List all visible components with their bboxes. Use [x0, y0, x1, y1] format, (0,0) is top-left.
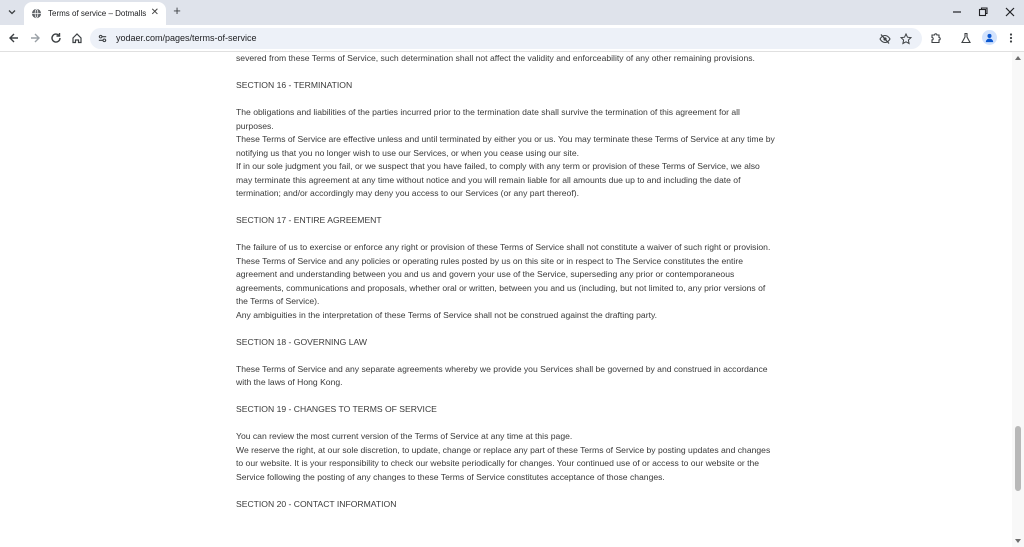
- tab-title: Terms of service – Dotmalls: [48, 9, 147, 18]
- forward-button[interactable]: [27, 30, 43, 46]
- section-17-paragraph: Any ambiguities in the interpretation of these Terms of Service shall not be construed against the drafting party.: [236, 309, 658, 320]
- section-19-paragraph: We reserve the right, at our sole discretion, to update, change or replace any part of these Terms of Service by posting updates and changes to our website. It is your responsibility to check our website periodically for changes. Your continued use of or access to our website or the Service following the posting of any changes to these Terms of Service constitutes acceptance of those changes.: [236, 444, 771, 482]
- tab-active[interactable]: [24, 2, 166, 25]
- section-17-paragraph: The failure of us to exercise or enforce any right or provision of these Terms of Service shall not constitute a waiver of such right or provision.: [236, 242, 771, 252]
- back-button[interactable]: [6, 30, 22, 46]
- tune-icon[interactable]: [96, 32, 108, 44]
- minimize-icon: [952, 7, 962, 17]
- url-text: yodaer.com/pages/terms-of-service: [116, 33, 257, 43]
- home-button[interactable]: [69, 30, 85, 46]
- puzzle-icon[interactable]: [928, 30, 944, 46]
- more-vert-icon[interactable]: [1003, 30, 1019, 46]
- eye-off-icon[interactable]: [878, 32, 891, 45]
- section-16-paragraph: If in our sole judgment you fail, or we suspect that you have failed, to comply with any term or provision of these Terms of Service, we also may terminate this agreement at any time without notice and you will remain liable for all amounts due up to and including the date of termination; and/or accordingly may deny you access to our Services (or any part thereof).: [236, 161, 760, 198]
- section-16-paragraph: These Terms of Service are effective unless and until terminated by either you or us. You may terminate these Terms of Service at any time by notifying us that you no longer wish to use our Services, or when you cease using our site.: [236, 134, 775, 158]
- tab-strip: [0, 0, 1024, 25]
- scrollbar[interactable]: [1012, 52, 1024, 547]
- terms-article: [236, 52, 776, 511]
- section-16-heading: SECTION 16 - TERMINATION: [236, 80, 353, 90]
- scroll-up-arrow[interactable]: [1015, 56, 1021, 60]
- scroll-down-arrow[interactable]: [1015, 539, 1021, 543]
- arrow-left-icon: [8, 32, 20, 44]
- plus-icon[interactable]: +: [173, 3, 181, 18]
- section-19-paragraph: You can review the most current version of the Terms of Service at any time at this page.: [236, 431, 573, 441]
- close-window-button[interactable]: [997, 3, 1023, 21]
- section-18-paragraph: These Terms of Service and any separate agreements whereby we provide you Services shall be governed by and construed in accordance with the laws of Hong Kong.: [236, 363, 768, 387]
- globe-icon: [30, 8, 42, 20]
- browser-toolbar: [0, 25, 1024, 52]
- section-15-tail: severed from these Terms of Service, such determination shall not affect the validity and enforceability of any other remaining provisions.: [236, 53, 755, 63]
- close-icon[interactable]: ✕: [150, 7, 159, 18]
- home-icon: [71, 32, 83, 44]
- restore-icon: [978, 7, 988, 17]
- restore-button[interactable]: [970, 3, 996, 21]
- reload-button[interactable]: [48, 30, 64, 46]
- minimize-button[interactable]: [944, 3, 970, 21]
- section-17-paragraph: These Terms of Service and any policies or operating rules posted by us on this site or in respect to The Service constitutes the entire agreement and understanding between you and us and govern your use of the Service, superseding any prior or contemporaneous agreements, communications and proposals, whether oral or written, between you and us (including, but not limited to, any prior versions of the Terms of Service).: [236, 255, 766, 306]
- section-20-heading: SECTION 20 - CONTACT INFORMATION: [236, 498, 397, 509]
- flask-icon[interactable]: [958, 30, 974, 46]
- scrollbar-thumb[interactable]: [1015, 426, 1021, 491]
- close-icon: [1005, 7, 1015, 17]
- section-17-heading: SECTION 17 - ENTIRE AGREEMENT: [236, 215, 382, 225]
- address-bar[interactable]: [90, 28, 922, 49]
- section-18-heading: SECTION 18 - GOVERNING LAW: [236, 336, 367, 347]
- chevron-down-icon: [8, 8, 16, 16]
- reload-icon: [50, 32, 62, 44]
- section-16-paragraph: The obligations and liabilities of the parties incurred prior to the termination date shall survive the termination of this agreement for all purposes.: [236, 107, 740, 131]
- profile-icon[interactable]: [982, 30, 997, 45]
- arrow-right-icon: [29, 32, 41, 44]
- section-19-heading: SECTION 19 - CHANGES TO TERMS OF SERVICE: [236, 404, 437, 414]
- page-content: [0, 52, 1012, 547]
- tab-search-button[interactable]: [4, 4, 20, 20]
- star-icon[interactable]: [899, 32, 912, 45]
